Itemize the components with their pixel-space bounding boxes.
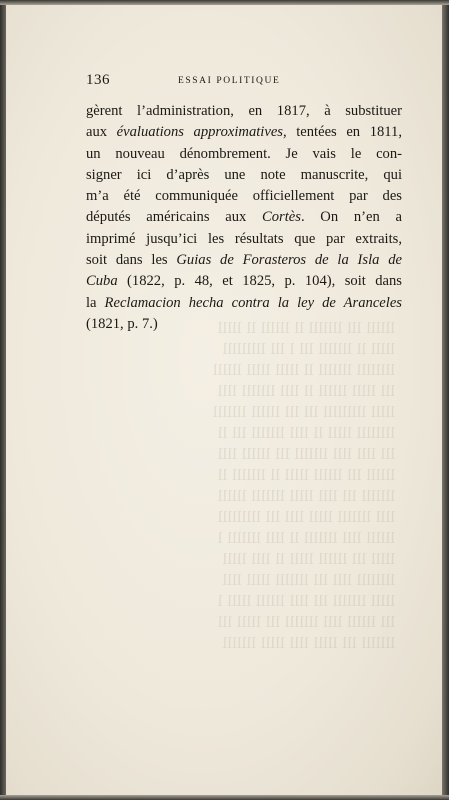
italic-text: Cuba bbox=[86, 273, 118, 290]
italic-text: Reclamacion hecha contra la ley de Aranceles bbox=[104, 294, 402, 311]
italic-text: Cortès bbox=[262, 209, 301, 226]
page-edge-bottom bbox=[0, 795, 449, 800]
text-segment: m’a été communiquée officiellement par des bbox=[86, 188, 402, 205]
text-segment: aux bbox=[86, 124, 117, 141]
text-segment: imprimé jusqu’ici les résultats que par extraits, bbox=[86, 230, 402, 247]
text-segment: un nouveau dénombrement. Je vais le con- bbox=[86, 145, 402, 162]
running-head bbox=[86, 72, 402, 94]
text-line bbox=[86, 293, 402, 314]
text-segment: gèrent l’administration, en 1817, à substituer bbox=[86, 103, 402, 119]
text-line bbox=[86, 186, 402, 207]
text-segment: signer ici d’après une note manuscrite, qui bbox=[86, 166, 402, 183]
text-segment: soit dans les bbox=[86, 252, 177, 269]
body-paragraph bbox=[86, 101, 402, 335]
text-segment: , tentées en 1811, bbox=[282, 124, 402, 141]
text-line bbox=[86, 314, 402, 335]
text-segment: la bbox=[86, 294, 105, 311]
text-line bbox=[86, 165, 402, 186]
page-number: 136 bbox=[86, 72, 110, 88]
page-edge-right bbox=[442, 0, 449, 800]
text-segment: députés américains aux bbox=[86, 209, 263, 226]
text-segment: (1821, p. 7.) bbox=[86, 315, 158, 332]
italic-text: Guias de Forasteros de la Isla de bbox=[176, 252, 402, 269]
text-segment: (1822, p. 48, et 1825, p. 104), soit dans bbox=[117, 273, 402, 290]
text-line bbox=[86, 101, 402, 122]
page-edge-top bbox=[0, 0, 449, 5]
text-line bbox=[86, 207, 402, 228]
text-line bbox=[86, 122, 402, 143]
italic-text: évaluations approximatives bbox=[116, 124, 283, 141]
text-line bbox=[86, 229, 402, 250]
bleed-through-texture: llllll lll lllllll ll llllll ll lllll lllll ll lllllll lll l lll lllllllll llllllll lllllll ll lllll lllll llllll lll lllll llllll ll llll lllllll llll lllll lllllllll lll lll llllll lllllll llllllll lllll ll llll lllllll lll ll lll llll llll lllllll lll llllll llll llllll lll llllll lllll ll lllllll ll lllllll lll llll lllll lllllll llllll llll lllllll lllll llll lll lllllllll llllll llll lllllll ll llll lllllll l lllll lll llllll lllll ll llll lllll llllllll llll lll lllllll lllll llll lllll lllllll lll llll llllll lllll l lll llllll llll lllllll lll lllll lll lllllll lll lllll llll lllll lllllll bbox=[212, 319, 395, 652]
text-line bbox=[86, 250, 402, 271]
running-title: ESSAI POLITIQUE bbox=[178, 76, 281, 86]
text-segment: . On n’en a bbox=[300, 209, 402, 226]
text-line bbox=[86, 271, 402, 292]
printed-page bbox=[86, 72, 402, 335]
page-edge-left bbox=[0, 0, 6, 800]
text-line bbox=[86, 144, 402, 165]
